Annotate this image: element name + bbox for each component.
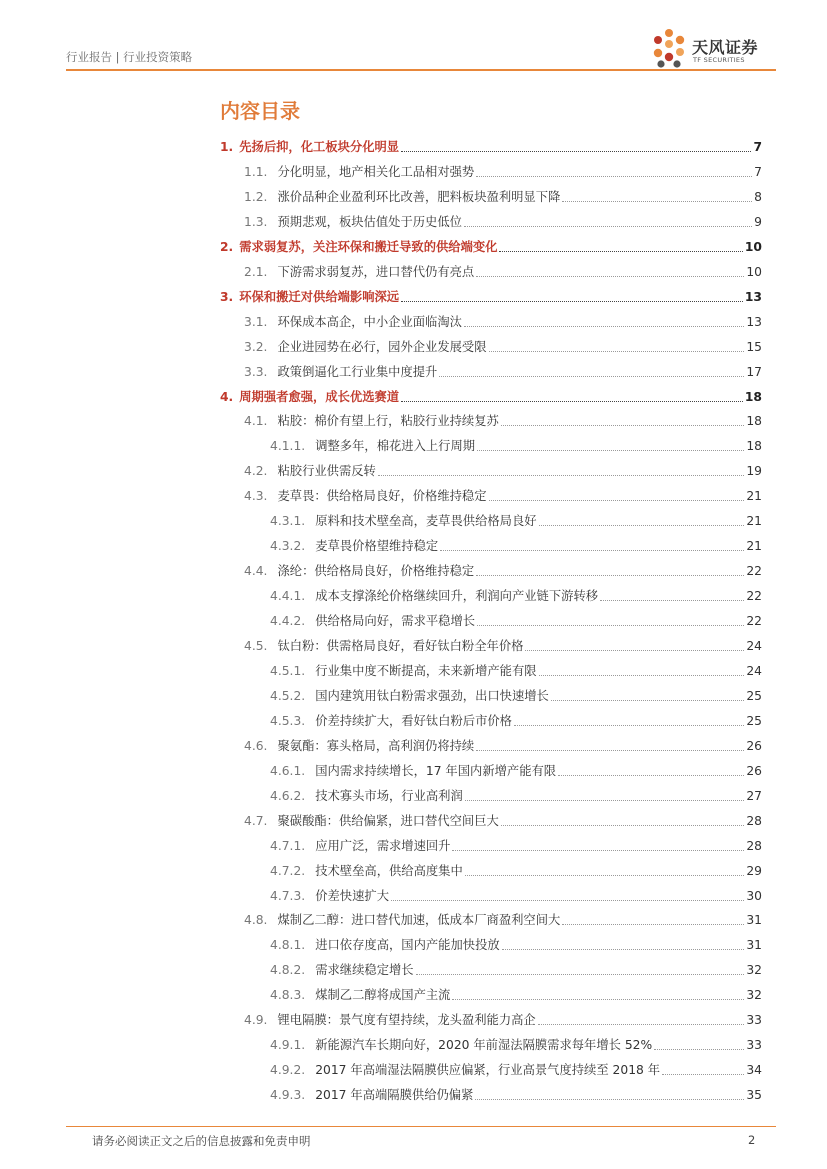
toc-entry-title: 煤制乙二醇：进口替代加速，低成本厂商盈利空间大: [277, 913, 561, 928]
toc-entry-title: 煤制乙二醇将成国产主流: [315, 988, 451, 1003]
toc-entry[interactable]: [244, 360, 762, 380]
toc-entry-page: 22: [746, 614, 762, 629]
toc-entry-number: 4.8.1.: [270, 938, 306, 953]
toc-entry[interactable]: [244, 908, 762, 928]
company-logo: [650, 27, 776, 69]
footer-divider: [66, 1126, 776, 1127]
toc-dot-leader: [476, 176, 752, 177]
toc-entry-title: 进口依存度高，国内产能加快投放: [315, 938, 500, 953]
toc-dot-leader: [401, 401, 743, 402]
toc-dot-leader: [476, 575, 744, 576]
toc-entry-number: 1.: [220, 140, 234, 154]
toc-entry[interactable]: [270, 884, 762, 904]
toc-entry-title: 技术壁垒高，供给高度集中: [315, 863, 463, 878]
toc-entry[interactable]: [270, 584, 762, 604]
toc-entry-number: 1.3.: [244, 214, 268, 229]
toc-entry-page: 18: [744, 389, 762, 404]
toc-dot-leader: [401, 301, 743, 302]
toc-dot-leader: [662, 1074, 744, 1075]
toc-dot-leader: [538, 1024, 745, 1025]
toc-entry-number: 4.8.2.: [270, 963, 306, 978]
toc-entry-page: 10: [746, 264, 762, 279]
toc-dot-leader: [452, 850, 744, 851]
toc-dot-leader: [654, 1049, 744, 1050]
toc-entry-page: 17: [746, 364, 762, 379]
toc-entry[interactable]: [244, 409, 762, 429]
toc-entry-number: 4.1.1.: [270, 439, 306, 454]
toc-entry[interactable]: [270, 958, 762, 978]
toc-entry-page: 15: [746, 339, 762, 354]
toc-entry[interactable]: [270, 684, 762, 704]
flower-logo-icon: [650, 27, 690, 69]
toc-dot-leader: [558, 775, 744, 776]
toc-entry-number: 3.: [220, 289, 234, 304]
toc-entry-title: 需求继续稳定增长: [315, 963, 414, 978]
toc-entry[interactable]: [270, 784, 762, 804]
toc-dot-leader: [401, 151, 751, 152]
toc-entry-page: 28: [746, 813, 762, 828]
toc-entry-page: 10: [744, 239, 762, 254]
toc-entry-page: 32: [746, 988, 762, 1003]
toc-entry[interactable]: [244, 310, 762, 330]
toc-entry-title: 下游需求弱复苏，进口替代仍有亮点: [277, 264, 475, 279]
toc-entry[interactable]: [270, 509, 762, 529]
toc-entry[interactable]: [270, 759, 762, 779]
toc-entry[interactable]: [220, 135, 762, 155]
toc-entry-number: 4.8.3.: [270, 988, 306, 1003]
toc-dot-leader: [499, 251, 742, 252]
toc-dot-leader: [600, 600, 744, 601]
toc-entry[interactable]: [244, 459, 762, 479]
toc-dot-leader: [539, 675, 745, 676]
toc-dot-leader: [514, 725, 744, 726]
toc-entry-page: 24: [746, 639, 762, 653]
toc-entry-title: 环保成本高企，中小企业面临淘汰: [277, 314, 462, 329]
toc-entry-page: 25: [746, 713, 762, 728]
toc-entry-title: 企业进园势在必行，园外企业发展受限: [277, 339, 487, 354]
toc-entry[interactable]: [270, 434, 762, 454]
toc-entry-number: 4.4.: [244, 564, 268, 579]
toc-entry-number: 4.6.1.: [270, 763, 306, 778]
toc-entry-title: 价差持续扩大，看好钛白粉后市价格: [315, 713, 512, 728]
toc-entry-page: 18: [746, 414, 762, 429]
toc-entry-title: 需求弱复苏，关注环保和搬迁导致的供给端变化: [239, 239, 498, 254]
toc-dot-leader: [562, 201, 752, 202]
toc-dot-leader: [440, 550, 744, 551]
toc-dot-leader: [391, 900, 744, 901]
toc-entry[interactable]: [270, 659, 762, 679]
toc-entry-number: 4.8.: [244, 913, 268, 928]
toc-entry-page: 22: [746, 589, 762, 604]
toc-entry-page: 33: [746, 1013, 762, 1028]
toc-dot-leader: [476, 276, 744, 277]
toc-entry-page: 9: [754, 214, 762, 229]
toc-entry-title: 聚碳酸酯：供给偏紧，进口替代空间巨大: [277, 813, 499, 828]
toc-entry-title: 麦草畏价格望维持稳定: [315, 539, 439, 554]
toc-dot-leader: [525, 650, 744, 651]
toc-entry-number: 4.6.: [244, 738, 268, 753]
toc-entry[interactable]: [244, 484, 762, 504]
toc-entry-title: 涤纶：供给格局良好，价格维持稳定: [277, 564, 475, 579]
toc-dot-leader: [464, 226, 752, 227]
logo-name-en: TF SECURITIES: [693, 56, 745, 64]
toc-entry[interactable]: [270, 859, 762, 879]
toc-dot-leader: [501, 425, 745, 426]
toc-entry-number: 3.1.: [244, 314, 268, 329]
toc-entry[interactable]: [244, 1008, 762, 1028]
toc-entry-page: 28: [746, 838, 762, 853]
toc-entry-title: 2017 年高端湿法隔膜供应偏紧，行业高景气度持续至 2018 年: [315, 1063, 661, 1078]
toc-entry[interactable]: [244, 809, 762, 829]
toc-entry-title: 政策倒逼化工行业集中度提升: [277, 364, 438, 379]
toc-entry[interactable]: [270, 534, 762, 554]
toc-entry[interactable]: [270, 1033, 762, 1053]
toc-entry-number: 4.3.2.: [270, 539, 306, 554]
toc-entry-title: 锂电隔膜：景气度有望持续，龙头盈利能力高企: [277, 1013, 536, 1028]
toc-dot-leader: [439, 376, 744, 377]
toc-entry[interactable]: [270, 834, 762, 854]
header-breadcrumb: 行业报告 | 行业投资策略: [66, 50, 193, 64]
toc-entry-page: 22: [746, 564, 762, 579]
toc-entry-number: 4.6.2.: [270, 788, 306, 803]
toc-entry[interactable]: [244, 559, 762, 579]
header-divider: [66, 69, 776, 71]
toc-entry-page: 27: [746, 788, 762, 803]
logo-name-cn: 天风证券: [692, 38, 759, 57]
toc-entry-number: 4.9.1.: [270, 1038, 306, 1053]
toc-entry-number: 4.3.1.: [270, 514, 306, 529]
toc-entry-title: 应用广泛，需求增速回升: [315, 838, 451, 853]
toc-entry-title: 行业集中度不断提高，未来新增产能有限: [315, 663, 537, 678]
toc-entry-number: 4.5.1.: [270, 663, 306, 678]
toc-entry-number: 4.5.: [244, 639, 268, 653]
toc-entry-page: 30: [746, 888, 762, 903]
toc-dot-leader: [378, 475, 744, 476]
toc-entry[interactable]: [244, 185, 762, 205]
toc-dot-leader: [475, 1099, 744, 1100]
toc-entry-title: 环保和搬迁对供给端影响深远: [239, 289, 400, 304]
toc-entry-page: 7: [753, 140, 762, 154]
toc-entry-title: 粘胶：棉价有望上行，粘胶行业持续复苏: [277, 414, 499, 429]
toc-entry[interactable]: [270, 609, 762, 629]
toc-dot-leader: [477, 450, 744, 451]
toc-entry-number: 4.: [220, 389, 234, 404]
toc-entry-title: 粘胶行业供需反转: [277, 464, 376, 479]
toc-dot-leader: [539, 525, 745, 526]
toc-entry-number: 4.2.: [244, 464, 268, 479]
toc-entry[interactable]: [244, 160, 762, 180]
toc-entry-number: 4.5.3.: [270, 713, 306, 728]
toc-entry-page: 31: [746, 913, 762, 928]
toc-entry-number: 1.2.: [244, 189, 268, 204]
toc-entry-title: 原料和技术壁垒高，麦草畏供给格局良好: [315, 514, 537, 529]
toc-dot-leader: [452, 999, 744, 1000]
toc-entry-page: 8: [754, 189, 762, 204]
toc-title: 内容目录: [220, 99, 300, 123]
toc-entry-title: 周期强者愈强，成长优选赛道: [239, 389, 400, 404]
toc-entry-page: 31: [746, 938, 762, 953]
toc-entry-title: 国内需求持续增长，17 年国内新增产能有限: [315, 763, 557, 778]
toc-entry-page: 33: [746, 1038, 762, 1053]
toc-entry-page: 13: [744, 289, 762, 304]
toc-entry-title: 钛白粉：供需格局良好，看好钛白粉全年价格: [277, 639, 524, 653]
toc-entry-title: 涨价品种企业盈利环比改善，肥料板块盈利明显下降: [277, 189, 561, 204]
toc-entry-page: 26: [746, 738, 762, 753]
toc-entry-title: 聚氨酯：寡头格局，高利润仍将持续: [277, 738, 475, 753]
toc-entry-number: 2.1.: [244, 264, 268, 279]
toc-entry-title: 调整多年，棉花进入上行周期: [315, 439, 476, 454]
toc-dot-leader: [464, 326, 744, 327]
toc-entry-number: 4.1.: [244, 414, 268, 429]
toc-entry[interactable]: [244, 260, 762, 280]
toc-entry-page: 24: [746, 663, 762, 678]
toc-entry[interactable]: [244, 210, 762, 230]
toc-dot-leader: [477, 625, 744, 626]
toc-entry-title: 麦草畏：供给格局良好，价格维持稳定: [277, 489, 487, 504]
toc-entry-title: 成本支撑涤纶价格继续回升，利润向产业链下游转移: [315, 589, 599, 604]
toc-entry-title: 先扬后抑，化工板块分化明显: [239, 140, 400, 154]
toc-entry-number: 4.4.1.: [270, 589, 306, 604]
toc-entry[interactable]: [270, 709, 762, 729]
toc-dot-leader: [465, 800, 745, 801]
toc-entry-title: 供给格局向好，需求平稳增长: [315, 614, 476, 629]
toc-entry[interactable]: [244, 335, 762, 355]
toc-entry-number: 4.7.1.: [270, 838, 306, 853]
toc-dot-leader: [489, 500, 745, 501]
toc-entry-page: 7: [754, 164, 762, 179]
footer-disclaimer: 请务必阅读正文之后的信息披露和免责申明: [92, 1134, 311, 1148]
toc-dot-leader: [476, 750, 744, 751]
toc-entry[interactable]: [220, 235, 762, 255]
toc-dot-leader: [465, 875, 745, 876]
toc-entry-number: 2.: [220, 239, 234, 254]
toc-entry-number: 4.9.: [244, 1013, 268, 1028]
toc-entry-title: 2017 年高端隔膜供给仍偏紧: [315, 1088, 474, 1103]
toc-entry-number: 3.2.: [244, 339, 268, 354]
toc-entry-page: 34: [746, 1063, 762, 1078]
toc-entry-title: 国内建筑用钛白粉需求强劲，出口快速增长: [315, 688, 549, 703]
toc-entry[interactable]: [220, 285, 762, 305]
toc-dot-leader: [562, 924, 744, 925]
toc-dot-leader: [501, 825, 745, 826]
toc-entry[interactable]: [220, 385, 762, 405]
toc-entry-number: 4.7.: [244, 813, 268, 828]
toc-entry-page: 21: [746, 489, 762, 504]
toc-entry-page: 32: [746, 963, 762, 978]
toc-entry[interactable]: [270, 1083, 762, 1103]
toc-dot-leader: [551, 700, 744, 701]
toc-dot-leader: [489, 351, 745, 352]
toc-entry[interactable]: [270, 983, 762, 1003]
toc-entry-title: 新能源汽车长期向好，2020 年前湿法隔膜需求每年增长 52%: [315, 1038, 653, 1053]
toc-entry-page: 25: [746, 688, 762, 703]
toc-entry-title: 价差快速扩大: [315, 888, 389, 903]
footer-page-number: 2: [748, 1133, 756, 1147]
toc-entry-number: 4.7.2.: [270, 863, 306, 878]
toc-entry-page: 21: [746, 539, 762, 554]
toc-entry-title: 技术寡头市场，行业高利润: [315, 788, 463, 803]
toc-dot-leader: [416, 974, 745, 975]
toc-dot-leader: [502, 949, 745, 950]
toc-entry[interactable]: [244, 734, 762, 754]
toc-entry-title: 预期悲观，板块估值处于历史低位: [277, 214, 462, 229]
toc-entry-number: 4.4.2.: [270, 614, 306, 629]
toc-entry-number: 4.5.2.: [270, 688, 306, 703]
toc-entry-number: 4.9.2.: [270, 1063, 306, 1078]
toc-entry-number: 4.7.3.: [270, 888, 306, 903]
toc-entry-page: 35: [746, 1088, 762, 1103]
toc-entry-page: 18: [746, 439, 762, 454]
toc-entry-title: 分化明显，地产相关化工品相对强势: [277, 164, 475, 179]
toc-entry[interactable]: [270, 1058, 762, 1078]
toc-entry-number: 3.3.: [244, 364, 268, 379]
toc-entry-page: 26: [746, 763, 762, 778]
toc-entry-page: 19: [746, 464, 762, 479]
toc-entry-page: 29: [746, 863, 762, 878]
toc-entry-page: 21: [746, 514, 762, 529]
toc-entry[interactable]: [244, 634, 762, 654]
toc-entry-number: 1.1.: [244, 164, 268, 179]
toc-entry-page: 13: [746, 314, 762, 329]
toc-entry-number: 4.3.: [244, 489, 268, 504]
toc-entry-number: 4.9.3.: [270, 1088, 306, 1103]
toc-entry[interactable]: [270, 933, 762, 953]
